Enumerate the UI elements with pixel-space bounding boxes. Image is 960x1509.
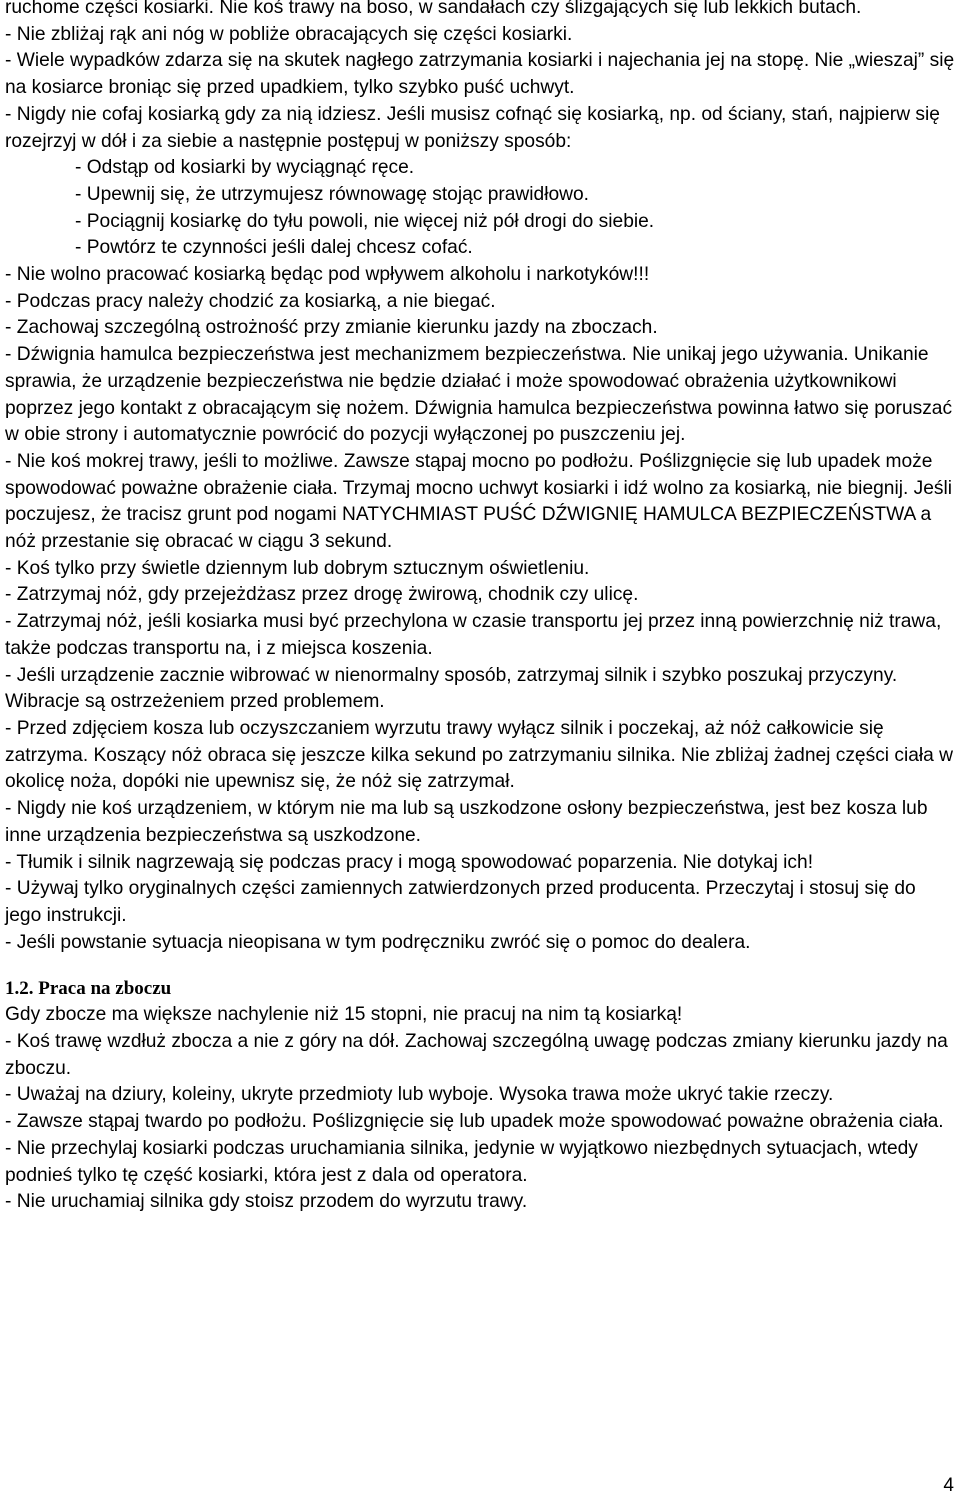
rule-paragraph: - Przed zdjęciem kosza lub oczyszczaniem wyrzutu trawy wyłącz silnik i poczekaj, aż nóż całkowicie się zatrzyma. Koszący nóż obraca się jeszcze kilka sekund po zatrzymaniu silnika. Nie zbliżaj żadnej części ciała w okolicę noża, dopóki nie upewnisz się, że nóż się zatrzymał. [5, 717, 954, 793]
rule-paragraph: - Nie koś mokrej trawy, jeśli to możliwe. Zawsze stąpaj mocno po podłożu. Poślizgnięcie się lub upadek może spowodować poważne obrażenie ciała. Trzymaj mocno uchwyt kosiarki i idź wolno za kosiarką, nie biegnij. Jeśli poczujesz, że tracisz grunt pod nogami NATYCHMIAST PUŚĆ DŹWIGNIĘ HAMULCA BEZPIECZEŃSTWA a nóż przestanie się obracać w ciągu 3 sekund. [5, 450, 953, 553]
substep-item: - Powtórz te czynności jeśli dalej chcesz cofać. [75, 237, 473, 259]
rule-paragraph: - Dźwignia hamulca bezpieczeństwa jest mechanizmem bezpieczeństwa. Nie unikaj jego używania. Unikanie sprawia, że urządzenie bezpieczeństwa nie będzie działać i może spowodować obrażenia użytkownikowi poprzez jego kontakt z obracającym się nożem. Dźwignia hamulca bezpieczeństwa powinna łatwo się poruszać w obie strony i automatycznie powrócić do pozycji wyłączonej po puszczeniu jej. [5, 344, 953, 446]
rule-paragraph: - Koś tylko przy świetle dziennym lub dobrym sztucznym oświetleniu. [5, 557, 590, 579]
rule-paragraph: - Zatrzymaj nóż, gdy przejeżdżasz przez drogę żwirową, chodnik czy ulicę. [5, 584, 639, 606]
substep-item: - Pociągnij kosiarkę do tyłu powoli, nie więcej niż pół drogi do siebie. [75, 210, 655, 232]
section-paragraph: - Koś trawę wzdłuż zbocza a nie z góry na dół. Zachowaj szczególną uwagę podczas zmiany kierunku jazdy na zboczu. [5, 1031, 948, 1079]
rule-paragraph: - Jeśli urządzenie zacznie wibrować w nienormalny sposób, zatrzymaj silnik i szybko poszukaj przyczyny. Wibracje są ostrzeżeniem przed problemem. [5, 664, 898, 713]
intro-paragraph: - Wiele wypadków zdarza się na skutek nagłego zatrzymania kosiarki i najechania jej na stopę. Nie „wieszaj” się na kosiarce broniąc się przed upadkiem, tylko szybko puść uchwyt. [5, 50, 955, 99]
page-number: 4 [943, 1475, 954, 1496]
section-paragraph: Gdy zbocze ma większe nachylenie niż 15 stopni, nie pracuj na nim tą kosiarką! [5, 1004, 683, 1026]
section-paragraph: - Zawsze stąpaj twardo po podłożu. Poślizgnięcie się lub upadek może spowodować poważne obrażenia ciała. [5, 1111, 944, 1133]
section-paragraph: - Nie przechylaj kosiarki podczas uruchamiania silnika, jedynie w wyjątkowo niezbędnych sytuacjach, wtedy podnieś tylko tę część kosiarki, która jest z dala od operatora. [5, 1137, 918, 1186]
rule-paragraph: - Używaj tylko oryginalnych części zamiennych zatwierdzonych przed producenta. Przeczytaj i stosuj się do jego instrukcji. [5, 878, 916, 926]
substep-item: - Odstąp od kosiarki by wyciągnąć ręce. [75, 157, 415, 179]
rule-paragraph: - Nie wolno pracować kosiarką będąc pod wpływem alkoholu i narkotyków!!! [5, 264, 650, 286]
intro-paragraph: ruchome części kosiarki. Nie koś trawy na boso, w sandałach czy ślizgających się lub lekkich butach. [5, 0, 862, 18]
section-heading: 1.2. Praca na zboczu [5, 978, 172, 1000]
substep-item: - Upewnij się, że utrzymujesz równowagę stojąc prawidłowo. [75, 183, 590, 205]
rule-paragraph: - Jeśli powstanie sytuacja nieopisana w tym podręczniku zwróć się o pomoc do dealera. [5, 931, 751, 953]
section-paragraph: - Nie uruchamiaj silnika gdy stoisz przodem do wyrzutu trawy. [5, 1191, 528, 1213]
section-paragraph: - Uważaj na dziury, koleiny, ukryte przedmioty lub wyboje. Wysoka trawa może ukryć takie rzeczy. [5, 1084, 834, 1106]
rule-paragraph: - Zachowaj szczególną ostrożność przy zmianie kierunku jazdy na zboczach. [5, 317, 658, 339]
rule-paragraph: - Zatrzymaj nóż, jeśli kosiarka musi być przechylona w czasie transportu jej przez inną powierzchnię niż trawa, także podczas transportu na, i z miejsca koszenia. [5, 611, 942, 659]
intro-paragraph: - Nigdy nie cofaj kosiarką gdy za nią idziesz. Jeśli musisz cofnąć się kosiarką, np. od ściany, stań, najpierw się rozejrzyj w dół i za siebie a następnie postępuj w poniższy sposób: [5, 103, 940, 152]
rule-paragraph: - Nigdy nie koś urządzeniem, w którym nie ma lub są uszkodzone osłony bezpieczeństwa, jest bez kosza lub inne urządzenia bezpieczeństwa są uszkodzone. [5, 798, 928, 846]
section-spacer [5, 956, 955, 976]
rule-paragraph: - Tłumik i silnik nagrzewają się podczas pracy i mogą spowodować poparzenia. Nie dotykaj ich! [5, 851, 814, 873]
intro-paragraph: - Nie zbliżaj rąk ani nóg w pobliże obracających się części kosiarki. [5, 23, 573, 45]
document-page [5, 0, 955, 1216]
rule-paragraph: - Podczas pracy należy chodzić za kosiarką, a nie biegać. [5, 290, 496, 312]
